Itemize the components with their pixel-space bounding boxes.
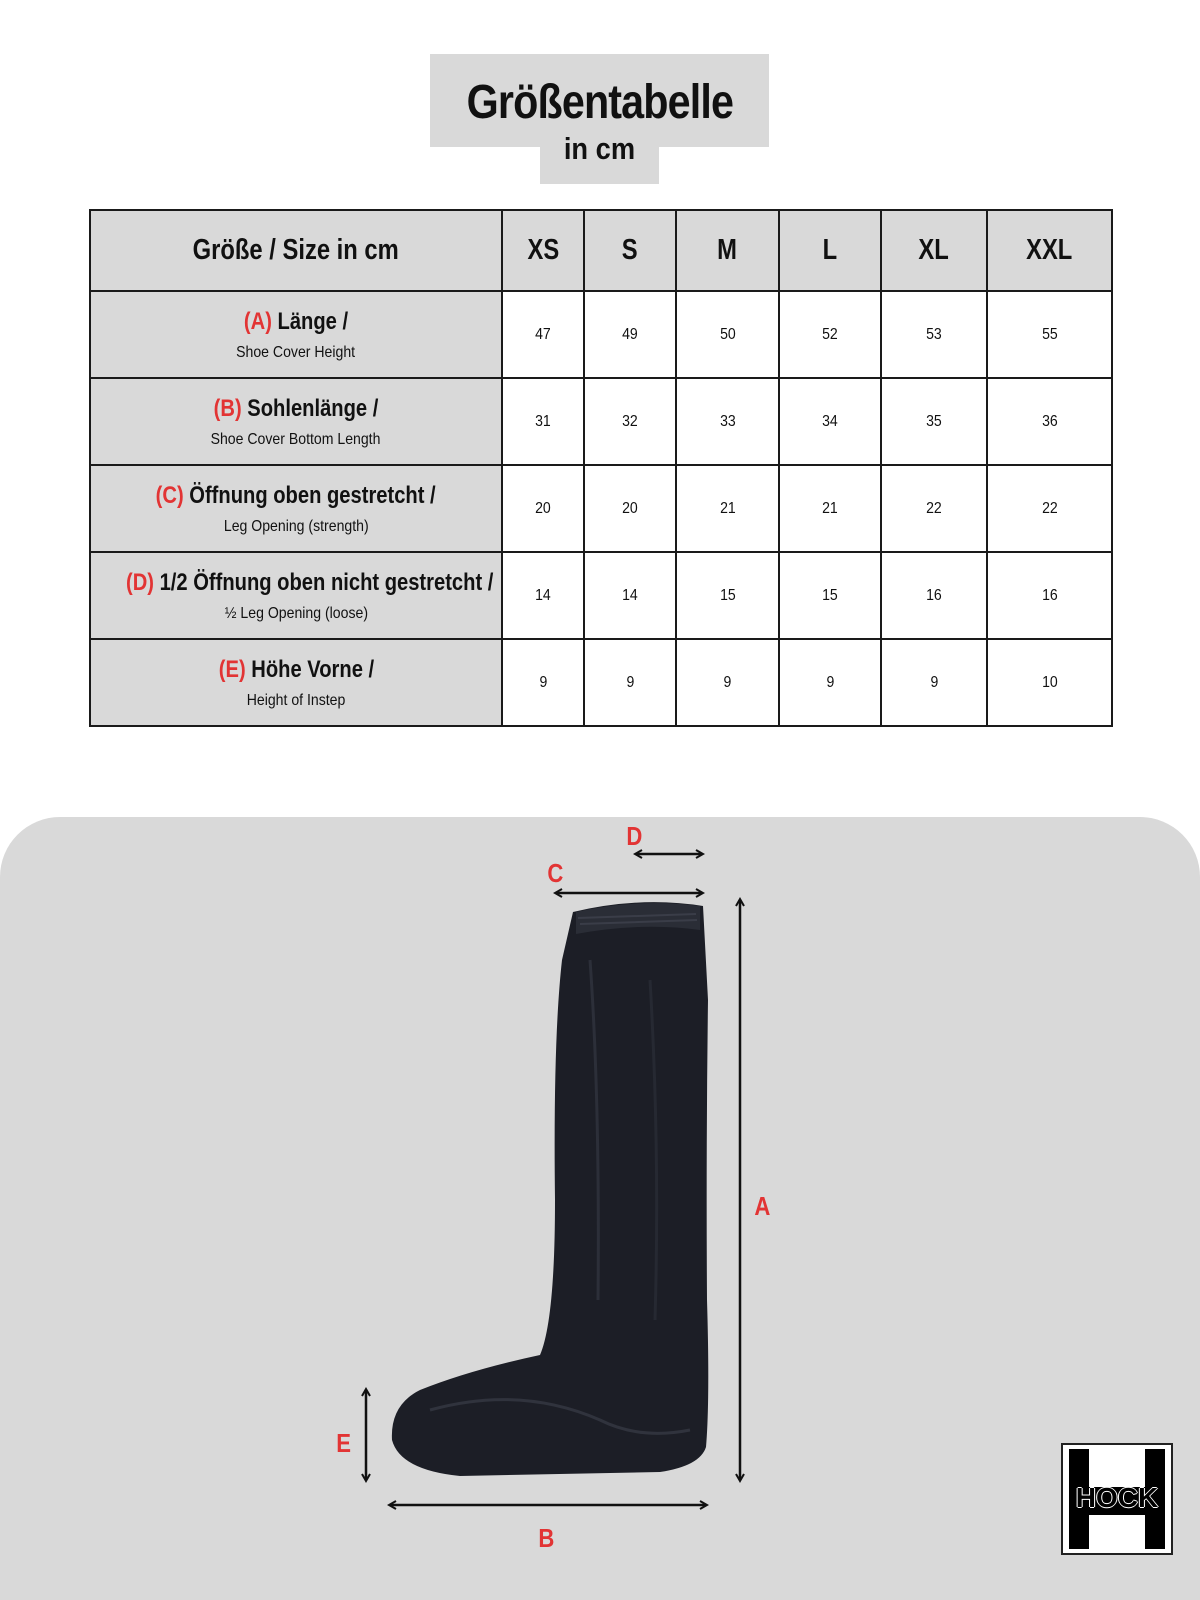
table-cell: 20 (502, 465, 584, 552)
row-label-de: Öffnung oben gestretcht / (189, 481, 436, 509)
row-letter: (D) (125, 568, 154, 596)
table-cell: 15 (779, 552, 881, 639)
table-corner-header: Größe / Size in cm (90, 210, 502, 291)
dim-label-b: B (538, 1523, 555, 1553)
row-label-de: Höhe Vorne / (250, 655, 374, 683)
table-cell: 55 (987, 291, 1112, 378)
table-cell: 10 (987, 639, 1112, 726)
row-label-en: Shoe Cover Bottom Length (211, 430, 381, 448)
table-cell: 21 (779, 465, 881, 552)
table-cell: 22 (987, 465, 1112, 552)
dim-label-d: D (626, 821, 643, 851)
size-header-l: L (779, 210, 881, 291)
table-cell: 21 (676, 465, 779, 552)
table-cell: 34 (779, 378, 881, 465)
table-cell: 14 (584, 552, 676, 639)
table-cell: 22 (881, 465, 987, 552)
row-label-de: 1/2 Öffnung oben nicht gestretcht / (159, 568, 494, 596)
table-cell: 50 (676, 291, 779, 378)
table-cell: 32 (584, 378, 676, 465)
table-cell: 53 (881, 291, 987, 378)
table-cell: 49 (584, 291, 676, 378)
table-cell: 15 (676, 552, 779, 639)
row-label-de: Länge / (277, 307, 349, 335)
table-cell: 20 (584, 465, 676, 552)
row-label-en: Shoe Cover Height (236, 343, 356, 361)
size-header-xs: XS (502, 210, 584, 291)
table-cell: 35 (881, 378, 987, 465)
table-cell: 9 (676, 639, 779, 726)
boot-cover-image (392, 902, 708, 1476)
dim-label-c: C (547, 858, 564, 888)
table-cell: 9 (779, 639, 881, 726)
dim-label-e: E (336, 1428, 352, 1458)
row-label-en: Leg Opening (strength) (223, 517, 369, 535)
row-letter: (C) (155, 481, 184, 509)
table-cell: 14 (502, 552, 584, 639)
table-cell: 47 (502, 291, 584, 378)
table-cell: 36 (987, 378, 1112, 465)
hock-logo (1061, 1443, 1173, 1555)
size-header-s: S (584, 210, 676, 291)
row-letter: (A) (243, 307, 272, 335)
row-letter: (E) (218, 655, 246, 683)
dim-label-a: A (754, 1191, 771, 1221)
row-letter: (B) (213, 394, 242, 422)
page-subtitle: in cm (563, 131, 636, 166)
page-title: Größentabelle (466, 76, 733, 129)
table-cell: 9 (584, 639, 676, 726)
size-header-m: M (676, 210, 779, 291)
table-cell: 16 (881, 552, 987, 639)
size-header-xxl: XXL (987, 210, 1112, 291)
table-cell: 9 (502, 639, 584, 726)
table-cell: 9 (881, 639, 987, 726)
logo-text: HOCK (1075, 1482, 1159, 1513)
row-label-en: Height of Instep (246, 691, 346, 709)
row-label-en: ½ Leg Opening (loose) (224, 604, 368, 622)
table-cell: 31 (502, 378, 584, 465)
size-header-xl: XL (881, 210, 987, 291)
table-cell: 52 (779, 291, 881, 378)
table-cell: 33 (676, 378, 779, 465)
table-cell: 16 (987, 552, 1112, 639)
row-label-de: Sohlenlänge / (247, 394, 379, 422)
